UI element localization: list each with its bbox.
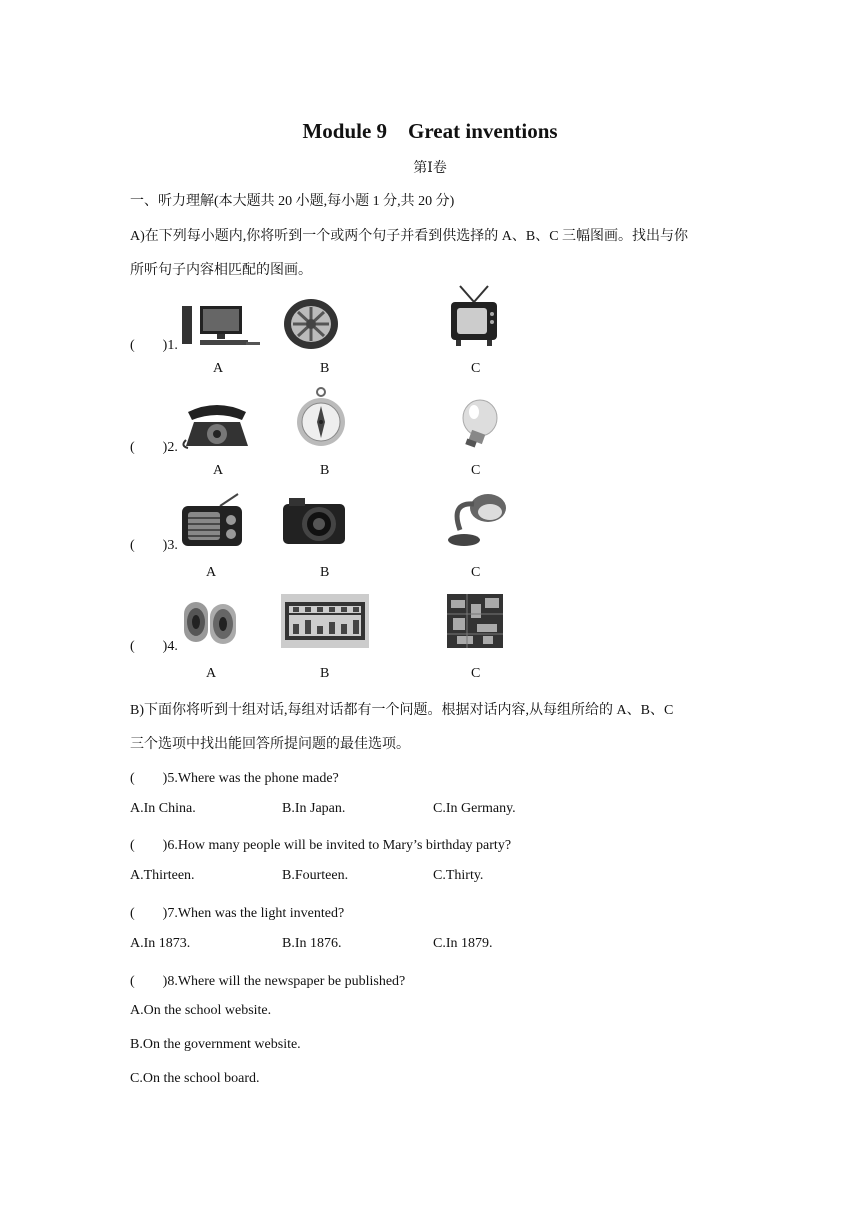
part-b-instruction-line1: B)下面你将听到十组对话,每组对话都有一个问题。根据对话内容,从每组所给的 A、B、C	[130, 703, 674, 718]
part-a-instruction-line2: 所听句子内容相匹配的图画。	[130, 263, 312, 278]
question-6-option-b: B.Fourteen.	[282, 868, 349, 883]
option-a-label: A	[206, 666, 217, 681]
option-b-label: B	[320, 666, 330, 681]
part-a-instruction-line1: A)在下列每小题内,你将听到一个或两个句子并看到供选择的 A、B、C 三幅图画。找出与你	[130, 229, 689, 244]
question-5-option-b: B.In Japan.	[282, 801, 346, 816]
question-5-option-a: A.In China.	[130, 801, 196, 816]
question-7: ( )7.When was the light invented?	[130, 906, 345, 921]
question-7-option-a: A.In 1873.	[130, 936, 191, 951]
radio-icon	[180, 492, 244, 550]
abacus-icon	[281, 594, 369, 648]
computer-icon	[180, 302, 262, 350]
option-b-label: B	[320, 463, 330, 478]
telephone-icon	[180, 400, 254, 450]
question-2-label: ( )2.	[130, 440, 178, 455]
question-8-option-c: C.On the school board.	[130, 1071, 260, 1086]
camera-icon	[281, 494, 347, 546]
compass-icon	[296, 386, 346, 448]
question-7-option-c: C.In 1879.	[433, 936, 493, 951]
part-b-instruction-line2: 三个选项中找出能回答所提问题的最佳选项。	[130, 737, 410, 752]
question-6-option-a: A.Thirteen.	[130, 868, 195, 883]
option-c-label: C	[471, 666, 481, 681]
question-5: ( )5.Where was the phone made?	[130, 771, 339, 786]
question-3-label: ( )3.	[130, 538, 178, 553]
light-bulb-icon	[456, 398, 500, 452]
option-a-label: A	[213, 463, 224, 478]
page-title: Module 9 Great inventions	[302, 119, 558, 143]
option-c-label: C	[471, 361, 481, 376]
option-b-label: B	[320, 361, 330, 376]
question-1-label: ( )1.	[130, 338, 178, 353]
question-8-option-a: A.On the school website.	[130, 1003, 272, 1018]
desk-lamp-icon	[446, 490, 508, 548]
question-6-option-c: C.Thirty.	[433, 868, 484, 883]
question-5-option-c: C.In Germany.	[433, 801, 516, 816]
section-subtitle: 第Ⅰ卷	[413, 161, 447, 176]
section-heading: 一、听力理解(本大题共 20 小题,每小题 1 分,共 20 分)	[130, 194, 455, 209]
television-icon	[448, 284, 500, 348]
question-8-option-b: B.On the government website.	[130, 1037, 301, 1052]
option-a-label: A	[206, 565, 217, 580]
question-6: ( )6.How many people will be invited to Mary’s birthday party?	[130, 838, 512, 853]
option-c-label: C	[471, 463, 481, 478]
circuit-board-icon	[447, 594, 503, 648]
question-7-option-b: B.In 1876.	[282, 936, 342, 951]
option-b-label: B	[320, 565, 330, 580]
question-8: ( )8.Where will the newspaper be published?	[130, 974, 406, 989]
question-4-label: ( )4.	[130, 639, 178, 654]
wheel-icon	[282, 298, 340, 350]
paper-rolls-icon	[180, 594, 240, 648]
option-c-label: C	[471, 565, 481, 580]
option-a-label: A	[213, 361, 224, 376]
